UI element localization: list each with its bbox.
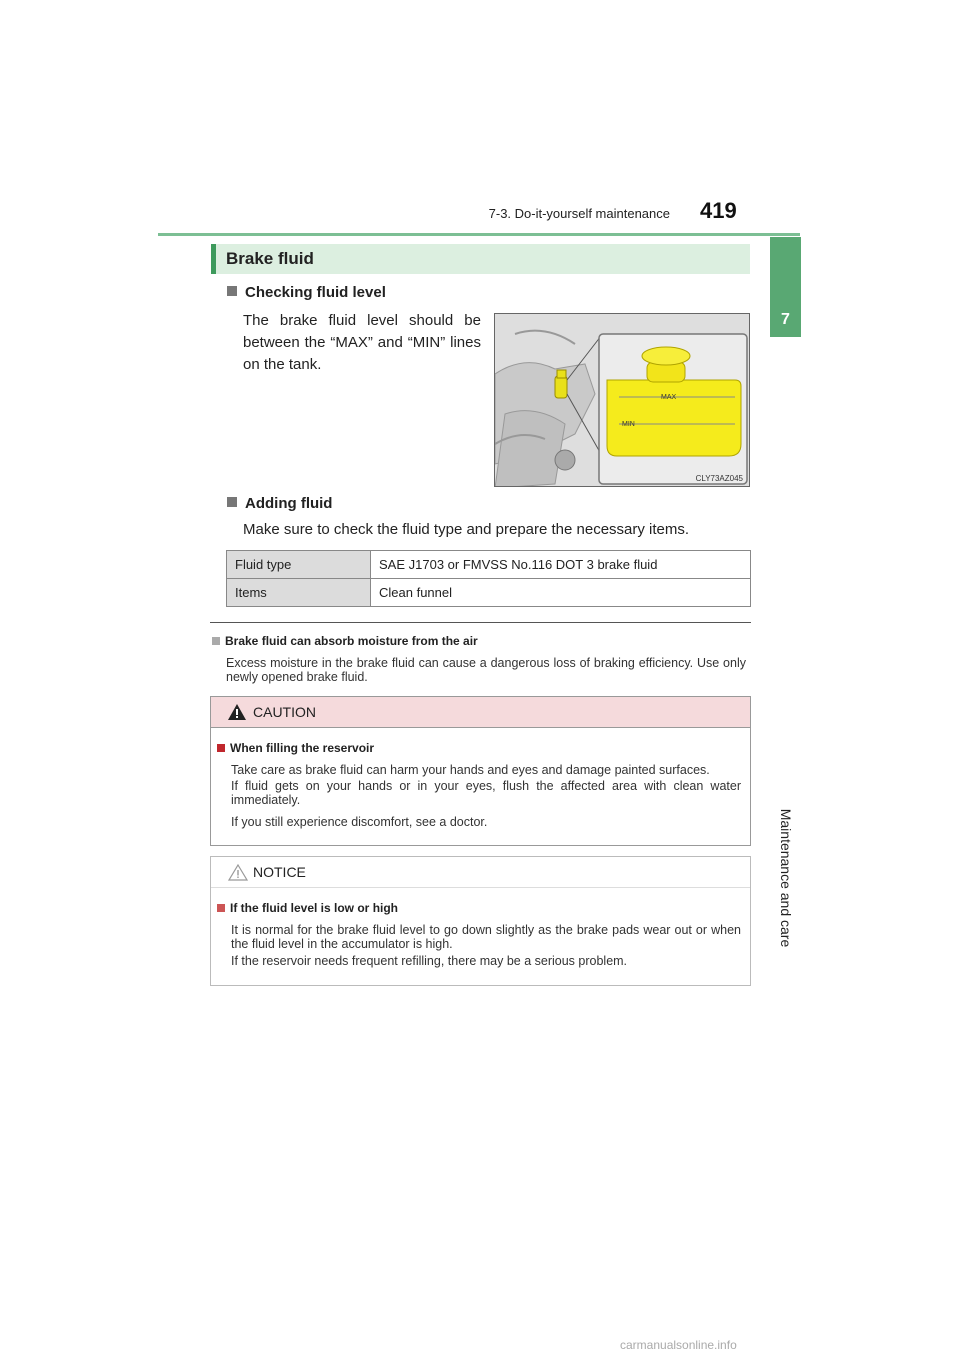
note-text: Excess moisture in the brake fluid can cause a dangerous loss of braking efficiency. Use only newly opened brake fluid. [226, 656, 746, 684]
fluid-table [226, 550, 751, 607]
notice-header [211, 857, 750, 888]
square-bullet-icon [227, 286, 237, 296]
caution-text-3: If you still experience discomfort, see a doctor. [231, 815, 488, 829]
section-title: Brake fluid [226, 249, 314, 268]
square-bullet-icon [227, 497, 237, 507]
table-label-cell: Items [227, 579, 371, 607]
chapter-title: Maintenance and care [778, 808, 794, 948]
adding-heading: Adding fluid [227, 495, 332, 512]
checking-heading: Checking fluid level [227, 284, 386, 301]
notice-heading: If the fluid level is low or high [217, 901, 398, 915]
caution-text-2: If fluid gets on your hands or in your eyes, flush the affected area with clean water immediately. [231, 779, 741, 807]
min-line-label: MIN [622, 421, 635, 428]
page-number: 419 [700, 198, 737, 223]
square-bullet-icon [217, 904, 225, 912]
section-header [211, 244, 750, 274]
checking-text: The brake fluid level should be between the “MAX” and “MIN” lines on the tank. [243, 312, 481, 373]
note-heading: Brake fluid can absorb moisture from the air [212, 634, 478, 648]
caution-text-1: Take care as brake fluid can harm your hands and eyes and damage painted surfaces. [231, 763, 710, 777]
chapter-side-label [766, 780, 806, 980]
notice-triangle-icon [228, 864, 248, 881]
engine-bay-drawing [495, 314, 750, 487]
table-value-cell: SAE J1703 or FMVSS No.116 DOT 3 brake fluid [371, 551, 751, 579]
table-value-cell: Clean funnel [371, 579, 751, 607]
adding-text: Make sure to check the fluid type and prepare the necessary items. [243, 521, 690, 538]
brake-reservoir-illustration [494, 313, 750, 487]
chapter-tab [770, 237, 801, 337]
notice-text-1: It is normal for the brake fluid level to go down slightly as the brake pads wear out or when the fluid level in the accumulator is high. [231, 923, 741, 951]
notice-title: NOTICE [253, 864, 306, 880]
figure-caption: CLY73AZ045 [695, 474, 743, 483]
site-watermark: carmanualsonline.info [620, 1338, 737, 1352]
square-bullet-icon [217, 744, 225, 752]
chapter-number: 7 [781, 311, 790, 328]
running-header: 7-3. Do-it-yourself maintenance [488, 206, 670, 221]
caution-heading: When filling the reservoir [217, 741, 374, 755]
table-row [227, 551, 751, 579]
notes-divider [210, 622, 751, 623]
caution-header [211, 697, 750, 728]
notice-box [210, 856, 751, 986]
square-bullet-icon [212, 637, 220, 645]
caution-title: CAUTION [253, 704, 316, 720]
warning-triangle-icon [228, 704, 246, 720]
notice-text-2: If the reservoir needs frequent refilling, there may be a serious problem. [231, 954, 628, 968]
header-rule [158, 233, 800, 236]
table-row [227, 579, 751, 607]
caution-box [210, 696, 751, 846]
max-line-label: MAX [661, 394, 677, 401]
table-label-cell: Fluid type [227, 551, 371, 579]
